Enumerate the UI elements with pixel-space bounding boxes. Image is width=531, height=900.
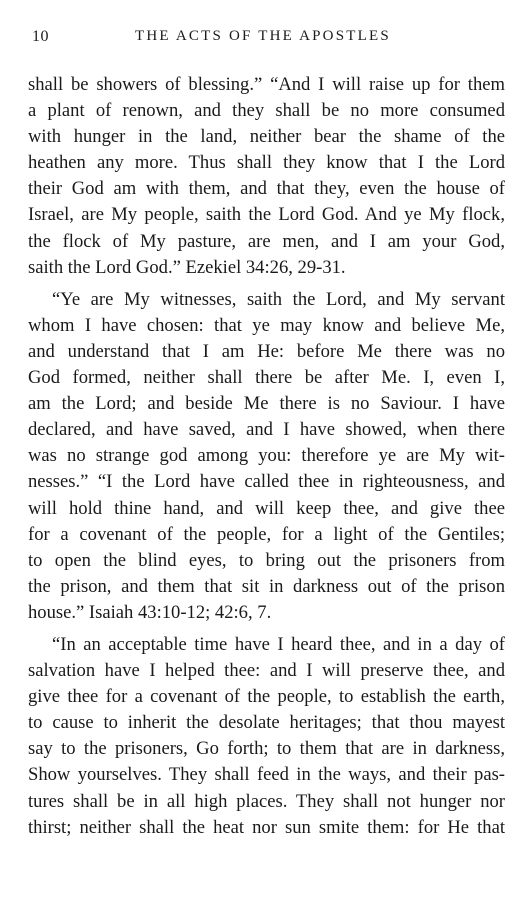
text-line: Show yourselves. They shall feed in the ways, and their pas- xyxy=(28,764,505,786)
text-line: say to the prisoners, Go forth; to them that are in darkness, xyxy=(28,738,505,760)
text-line: the flock of My pasture, are men, and I am your God, xyxy=(28,230,505,252)
text-line: shall be showers of blessing.” “And I will raise up for them xyxy=(28,74,505,95)
running-head: THE ACTS OF THE APOSTLES xyxy=(135,28,391,44)
text-line: the prison, and them that sit in darkness out of the prison xyxy=(28,575,505,597)
text-line: was no strange god among you: therefore ye are My wit- xyxy=(28,445,505,467)
text-line: give thee for a covenant of the people, to establish the earth, xyxy=(28,686,505,708)
text-line: salvation have I helped thee: and I will preserve thee, and xyxy=(28,660,505,682)
text-line: “In an acceptable time have I heard thee, and in a day of xyxy=(52,633,505,655)
text-line: nesses.” “I the Lord have called thee in righteousness, and xyxy=(28,471,505,493)
text-line: their God am with them, and that they, even the house of xyxy=(28,178,505,200)
text-line: God formed, neither shall there be after Me. I, even I, xyxy=(28,367,505,389)
text-line: saith the Lord God.” Ezekiel 34:26, 29-31. xyxy=(28,256,346,278)
page-header xyxy=(0,28,531,48)
text-line: and understand that I am He: before Me there was no xyxy=(28,340,505,362)
text-line: whom I have chosen: that ye may know and believe Me, xyxy=(28,314,505,336)
text-line: thirst; neither shall the heat nor sun smite them: for He that xyxy=(28,816,505,838)
text-line: declared, and have saved, and I have showed, when there xyxy=(28,419,505,441)
paragraph xyxy=(28,632,505,841)
text-line: “Ye are My witnesses, saith the Lord, and My servant xyxy=(52,288,505,310)
text-line: to open the blind eyes, to bring out the prisoners from xyxy=(28,549,505,571)
text-line: to cause to inherit the desolate heritages; that thou mayest xyxy=(28,712,505,734)
text-line: Israel, are My people, saith the Lord God. And ye My flock, xyxy=(28,204,505,226)
body-text xyxy=(28,72,505,841)
text-line: will hold thine hand, and will keep thee, and give thee xyxy=(28,497,505,519)
text-line: house.” Isaiah 43:10-12; 42:6, 7. xyxy=(28,601,272,623)
text-line: for a covenant of the people, for a light of the Gentiles; xyxy=(28,523,505,545)
text-line: with hunger in the land, neither bear the shame of the xyxy=(28,126,505,148)
page-number: 10 xyxy=(32,28,49,45)
text-line: a plant of renown, and they shall be no more consumed xyxy=(28,100,505,122)
text-line: tures shall be in all high places. They shall not hunger nor xyxy=(28,790,505,812)
text-line: heathen any more. Thus shall they know that I the Lord xyxy=(28,152,505,174)
text-line: am the Lord; and beside Me there is no Saviour. I have xyxy=(28,393,505,415)
paragraph xyxy=(28,287,505,626)
paragraph xyxy=(28,72,505,281)
